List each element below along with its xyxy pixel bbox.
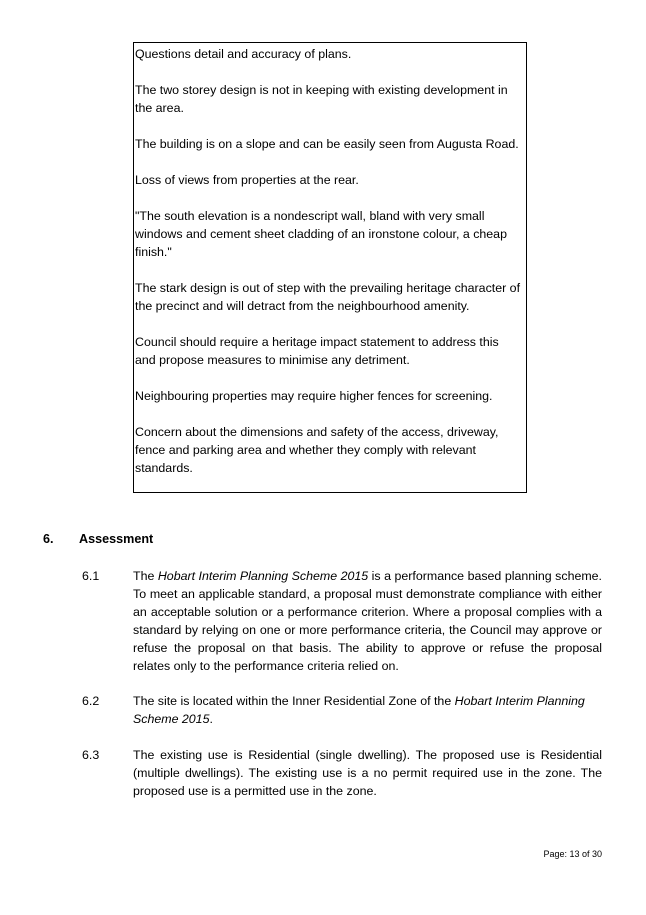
scheme-name-italic: Hobart Interim Planning Scheme 2015 xyxy=(133,694,585,726)
concern-item: "The south elevation is a nondescript wall, bland with very small windows and cement sheet cladding of an ironstone colour, a cheap finish." xyxy=(135,209,507,259)
section-number: 6. xyxy=(43,532,54,546)
paragraph-text-part: The site is located within the Inner Residential Zone of the xyxy=(133,694,455,708)
representation-concerns-box xyxy=(133,42,527,493)
concern-item: Neighbouring properties may require higher fences for screening. xyxy=(135,389,493,403)
concern-item: The stark design is out of step with the prevailing heritage character of the precinct and will detract from the neighbourhood amenity. xyxy=(135,281,521,313)
concern-item: Council should require a heritage impact statement to address this and propose measures to minimise any detriment. xyxy=(135,335,499,367)
paragraph-number: 6.1 xyxy=(82,569,100,583)
paragraph-text-part: The existing use is Residential (single dwelling). The proposed use is Residential (multiple dwellings). The existing use is a no permit required use in the zone. The proposed use is a permitted use in the zone. xyxy=(133,748,602,798)
section-title: Assessment xyxy=(79,532,154,546)
concern-item: Concern about the dimensions and safety of the access, driveway, fence and parking area and whether they comply with relevant standards. xyxy=(135,425,499,475)
concern-item: Loss of views from properties at the rear. xyxy=(135,173,359,187)
paragraph-text xyxy=(133,692,602,728)
paragraph-text xyxy=(133,567,602,675)
concern-item: Questions detail and accuracy of plans. xyxy=(135,47,352,61)
paragraph-number: 6.3 xyxy=(82,748,100,762)
paragraph-text xyxy=(133,746,602,800)
paragraph-text-part: is a performance based planning scheme. To meet an applicable standard, a proposal must demonstrate compliance with either an acceptable solution or a performance criterion. Where a proposal complies with a standard by relying on one or more performance criteria, the Council may approve or refuse the proposal on that basis. The ability to approve or refuse the proposal relates only to the performance criteria relied on. xyxy=(133,569,603,673)
concern-item: The two storey design is not in keeping with existing development in the area. xyxy=(135,83,508,115)
scheme-name-italic: Hobart Interim Planning Scheme 2015 xyxy=(157,569,369,583)
paragraph-number: 6.2 xyxy=(82,694,100,708)
paragraph-6-3 xyxy=(82,746,602,800)
paragraph-text-part: The xyxy=(133,569,158,583)
paragraph-6-2 xyxy=(82,692,602,728)
page-number: Page: 13 of 30 xyxy=(543,849,602,859)
paragraph-text-part: . xyxy=(209,712,213,726)
concern-item: The building is on a slope and can be easily seen from Augusta Road. xyxy=(135,137,519,151)
paragraph-6-1 xyxy=(82,567,602,675)
